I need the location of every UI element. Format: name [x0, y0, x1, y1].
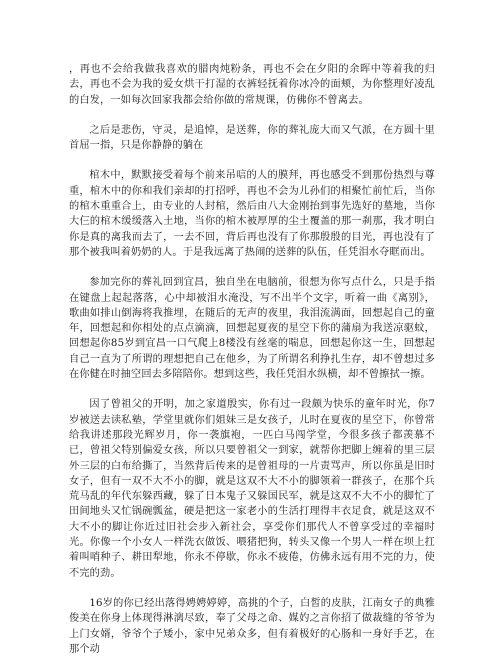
- paragraph-6: 16岁的你已经出落得娉娉婷婷，高挑的个子，白皙的皮肤，江南女子的典雅俊美在你身上体现得淋漓尽致，奉了父母之命、媒妁之言你招了做裁缝的爷爷为上门女婿，爷爷个子矮小，家中兄弟众多，但有着极好的心肠和一身好手艺，在那个动: [69, 597, 435, 655]
- paragraph-5: 因了曾祖父的开明，加之家道殷实，你有过一段颇为快乐的童年时光，你7岁被送去读私塾，学堂里就你们姐妹三是女孩子，儿时在夏夜的星空下，你曾常给我讲述那段光辉岁月，你一袭旗袍，一匹白马闯学堂，今很多孩子都羡慕不已，曾祖父特别偏爱女孩，所以只要曾祖父一到家，就帮你把脚上缠着的里三层外三层的白布给撕了，当然背后传来的是曾祖母的一片责骂声，所以你虽是旧时女子，但有一双不大不小的脚，就是这双不大不小的脚领着一群孩子，在那个兵荒马乱的年代东躲西藏，躲了日本鬼子又躲国民军，就是这双不大不小的脚忙了田间地头又忙锅碗瓢盆，硬是把这一家老小的生活打理得丰衣足食，就是这双不大不小的脚让你近过旧社会步入新社会，享受你们那代人不曾享受过的幸福时光。你像一个小女人一样洗衣做饭、喂猪把狗，转头又像一个男人一样在坝上扛着叫哨种子、耕田犁地，你永不停歇，你永不疲倦，仿佛永远有用不完的力，使不完的劲。: [69, 399, 435, 579]
- paragraph-1: ，再也不会给我做我喜欢的腊肉炖粉条，再也不会在夕阳的余晖中等着我的归去，再也不会为我的爱女烘干打湿的衣裤轻抚着你冰冷的面颊，为你整理好凌乱的白发，一如每次回家我都会给你做的常规课，仿佛你不曾离去。: [69, 64, 435, 106]
- paragraph-3: 棺木中，默默接受着每个前来吊唁的人的膜拜，再也感受不到那份热烈与尊重，棺木中的你和我们亲却的打招呼，再也不会为儿孙们的相聚忙前忙后，当你的棺木重重合上，由专业的人封棺，然后由八大金刚抬到事先选好的墓地，当你大仨的棺木缓缓落入土地，当你的棺木被厚厚的尘土覆盖的那一刹那，我才明白你是真的离我而去了，一去不回，背后再也没有了你那殷殷的目光，再也没有了那个被我叫着奶奶的人。于是我远离了热闹的送葬的队伍，任凭泪水夺眶而出。: [69, 170, 435, 258]
- paragraph-2: 之后是悲伤，守灵，是追悼，是送葬，你的葬礼庞大而又气派，在方圆十里首屈一指，只是你静静的躺在: [69, 124, 435, 152]
- paragraph-4: 参加完你的葬礼回到宜昌，独自坐在电脑前，很想为你写点什么，只是手指在键盘上起起落落，心中却被泪水淹没，写不出半个文字，听着一曲《离别》，歌曲如排山倒海将我推埋，在随后的无声的夜里，我泪流满面，回想起自己的童年，回想起和你相处的点点滴滴，回想起夏夜的星空下你的蒲扇为我送凉驱蚊，回想起你85岁到宜昌一口气爬上8楼没有丝毫的喘息，回想起你这一生，回想起自己一直为了所谓的理想把自己在他乡，为了所谓名利挣扎生存，却不曾想过多在你健在时抽空回去多陪陪你。想到这些，我任凭泪水纵横，却不曾擦拭一擦。: [69, 277, 435, 381]
- document-page: [69, 62, 435, 672]
